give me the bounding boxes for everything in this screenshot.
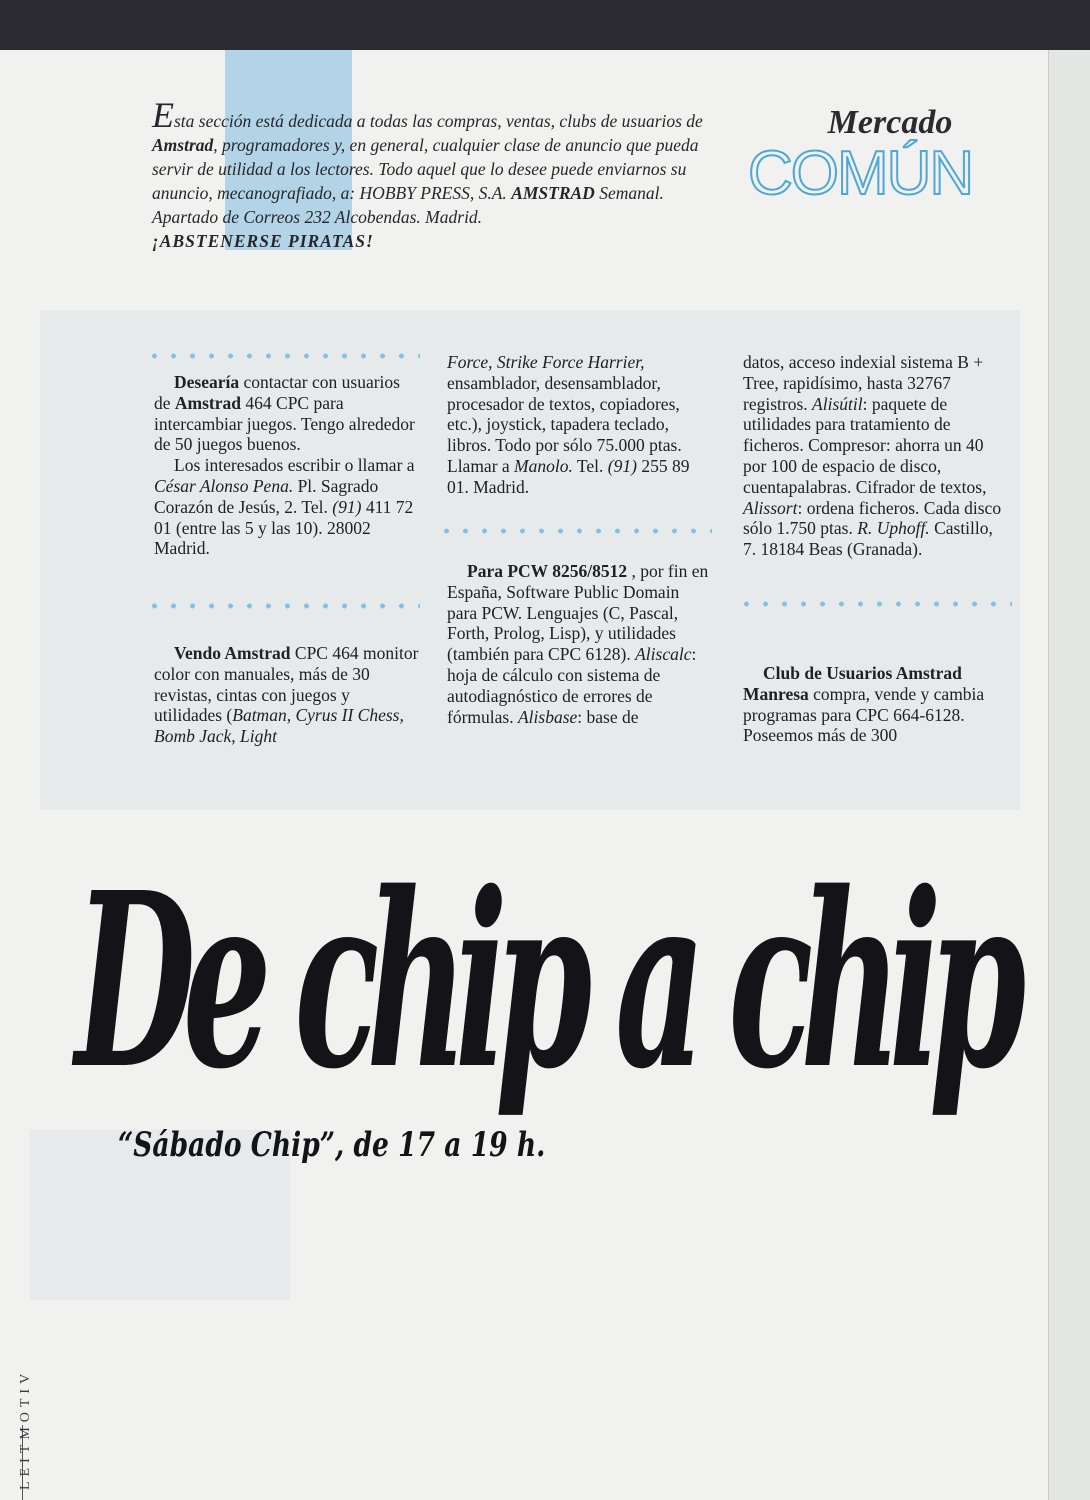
classified-ad: Club de Usuarios Amstrad Manresa compra, vende y cambia programas para CPC 664-6128. Poseemos más de 300 [743, 663, 985, 746]
classified-ad-continued: Force, Strike Force Harrier, ensamblador, desensamblador, procesador de textos, copiadores, etc.), joystick, tapadera teclado, libros. Todo por sólo 75.000 ptas. Llamar a Manolo. Tel. (91) 255 89 01. Madrid. [447, 352, 690, 497]
section-title-top: Mercado [827, 104, 953, 141]
section-title-main: COMÚN [748, 139, 973, 208]
adjacent-page-edge [1049, 50, 1090, 1500]
dot-separator [145, 601, 420, 611]
warning-text: ¡ABSTENERSE PIRATAS! [152, 231, 374, 251]
headline: De chip a chip [75, 840, 1014, 1122]
classified-ad: Desearía contactar con usuarios de Amstrad 464 CPC para intercambiar juegos. Tengo alrededor de 50 juegos buenos. Los interesados escribir o llamar a César Alonso Pena. Pl. Sagrado Corazón de Jesús, 2. Tel. (91) 411 72 01 (entre las 5 y las 10). 28002 Madrid. [154, 372, 415, 559]
side-label: LEITMOTIV [18, 1368, 33, 1490]
classified-ad: Para PCW 8256/8512 , por fin en España, Software Public Domain para PCW. Lenguajes (C, Pascal, Forth, Prolog, Lisp), y utilidades (también para CPC 6128). Aliscalc: hoja de cálculo con sistema de autodiagnóstico de errores de fórmulas. Alisbase: base de [447, 561, 709, 727]
drop-cap: E [152, 95, 174, 135]
dot-separator [437, 526, 712, 536]
dot-separator [145, 351, 420, 361]
subheadline: “Sábado Chip”, de 17 a 19 h. [118, 1125, 546, 1165]
scan-top-edge [0, 0, 1090, 50]
classified-ad: Vendo Amstrad CPC 464 monitor color con manuales, más de 30 revistas, cintas con juegos y utilidades (Batman, Cyrus II Chess, Bomb Jack, Light [154, 643, 419, 747]
section-intro: Esta sección está dedicada a todas las compras, ventas, clubs de usuarios de Amstrad, programadores y, en general, cualquier clase de anuncio que pueda servir de utilidad a los lectores. Todo aquel que lo desee puede enviarnos su anuncio, mecanografiado, a: HOBBY PRESS, S.A. AMSTRAD Semanal. Apartado de Correos 232 Alcobendas. Madrid. ¡ABSTENERSE PIRATAS! [152, 105, 712, 253]
dot-separator [737, 599, 1012, 609]
magazine-page [0, 50, 1049, 1500]
classified-ad-continued: datos, acceso indexial sistema B + Tree, rapidísimo, hasta 32767 registros. Alisútil: paquete de utilidades para tratamiento de ficheros. Compresor: ahorra un 40 por 100 de espacio de disco, cuentapalabras. Cifrador de textos, Alissort: ordena ficheros. Cada disco sólo 1.750 ptas. R. Uphoff. Castillo, 7. 18184 Beas (Granada). [743, 352, 1002, 560]
